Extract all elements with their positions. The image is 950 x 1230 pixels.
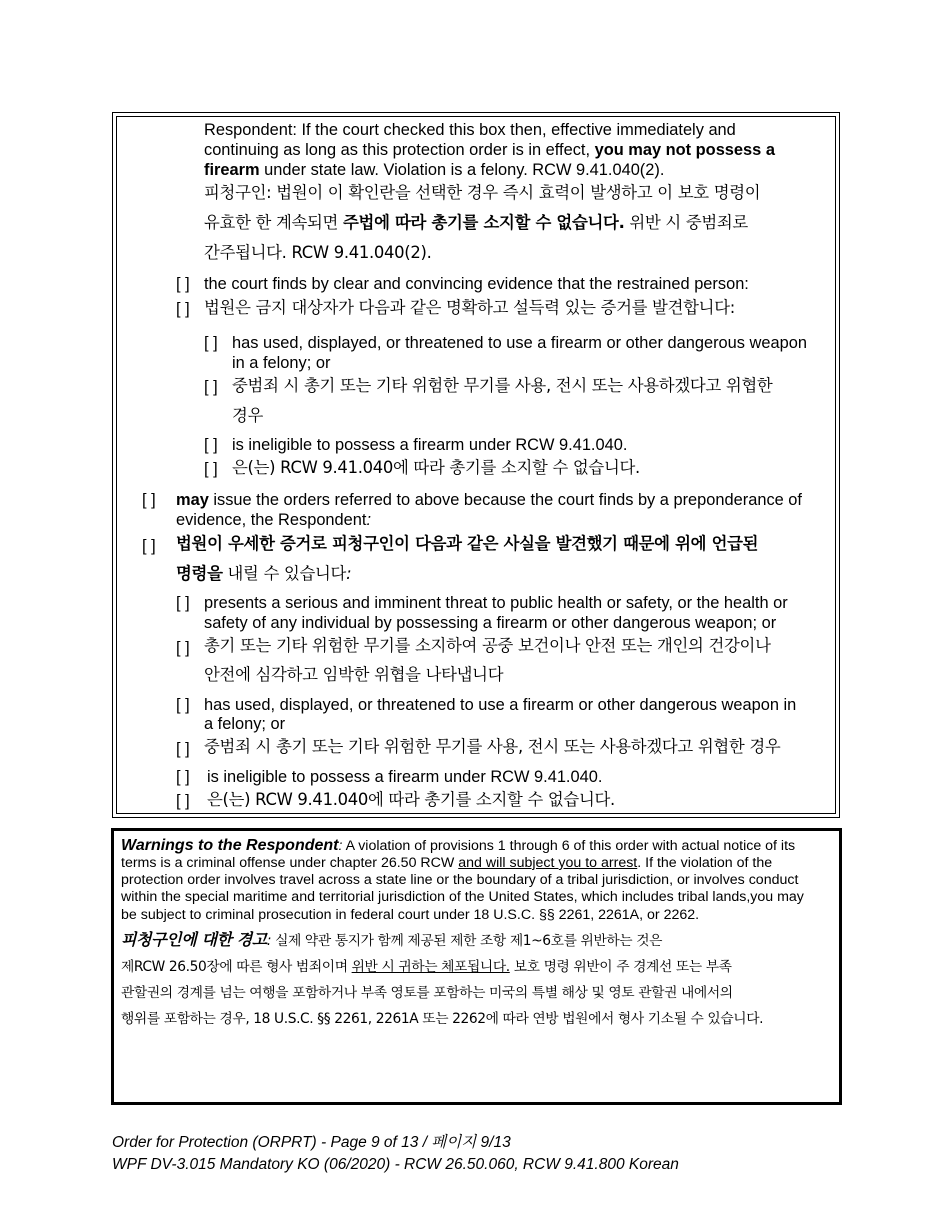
checkbox-used-weapon-en[interactable]: [ ] [204,334,218,352]
checkbox-ineligible-b-en[interactable]: [ ] [176,768,190,786]
checkbox-used-weapon-ko[interactable]: [ ] [204,378,218,396]
serious-threat-ko-line1: 총기 또는 기타 위험한 무기를 소지하여 공중 보건이나 안전 또는 개인의 건강이나 [204,636,771,655]
warnings-ko-line1: 피청구인에 대한 경고: 실제 약관 통지가 함께 제공된 제한 조항 제1~6호를 위반하는 것은 [121,930,663,949]
may-issue-ko-line1: 법원이 우세한 증거로 피청구인이 다음과 같은 사실을 발견했기 때문에 위에 언급된 [176,534,759,553]
used-weapon-en-line1: has used, displayed, or threatened to use a firearm or other dangerous weapon [232,334,807,352]
ineligible-b-ko: 은(는) RCW 9.41.040에 따라 총기를 소지할 수 없습니다. [207,790,615,809]
checkbox-may-issue-ko[interactable]: [ ] [142,537,156,555]
warnings-en-line1: Warnings to the Respondent: A violation of provisions 1 through 6 of this order with actual notice of its [121,837,796,854]
checkbox-serious-threat-en[interactable]: [ ] [176,594,190,612]
serious-threat-en-line2: safety of any individual by possessing a firearm or other dangerous weapon; or [204,614,777,632]
checkbox-ineligible-en[interactable]: [ ] [204,436,218,454]
checkbox-ineligible-ko[interactable]: [ ] [204,460,218,478]
court-finds-en: the court finds by clear and convincing evidence that the restrained person: [204,275,749,293]
serious-threat-ko-line2: 안전에 심각하고 임박한 위협을 나타냅니다 [204,665,504,684]
warnings-en-line3: protection order involves travel across a state line or the boundary of a tribal jurisdiction, or involves conduct [121,872,799,888]
used-weapon-ko-line1: 중범죄 시 총기 또는 기타 위험한 무기를 사용, 전시 또는 사용하겠다고 위협한 [232,376,773,395]
respondent-notice-ko-line1: 피청구인: 법원이 이 확인란을 선택한 경우 즉시 효력이 발생하고 이 보호 명령이 [204,183,761,202]
warnings-title-en: Warnings to the Respondent [121,837,339,854]
checkbox-may-issue-en[interactable]: [ ] [142,491,156,509]
respondent-notice-en-line1: Respondent: If the court checked this box then, effective immediately and [204,121,736,139]
warnings-ko-line2: 제RCW 26.50장에 따른 형사 범죄이며 위반 시 귀하는 체포됩니다. 보호 명령 위반이 주 경계선 또는 부족 [121,959,732,975]
checkbox-court-finds-ko[interactable]: [ ] [176,300,190,318]
ineligible-b-en: is ineligible to possess a firearm under RCW 9.41.040. [207,768,603,786]
may-issue-en-line1: may issue the orders referred to above because the court finds by a preponderance of [176,491,802,509]
may-issue-ko-line2: 명령을 내릴 수 있습니다: [176,564,352,583]
warnings-ko-line3: 관할권의 경계를 넘는 여행을 포함하거나 부족 영토를 포함하는 미국의 특별 해상 및 영토 관할권 내에서의 [121,985,733,1001]
respondent-notice-en-line2: continuing as long as this protection order is in effect, you may not possess a [204,141,775,159]
warnings-en-line5: be subject to criminal prosecution in federal court under 18 U.S.C. §§ 2261, 2261A, or 2262. [121,907,700,923]
court-finds-ko: 법원은 금지 대상자가 다음과 같은 명확하고 설득력 있는 증거를 발견합니다: [204,298,735,317]
checkbox-used-weapon-b-en[interactable]: [ ] [176,696,190,714]
used-weapon-b-en-line1: has used, displayed, or threatened to use a firearm or other dangerous weapon in [204,696,797,714]
warnings-en-line4: within the special maritime and territorial jurisdiction of the United States, which includes tribal lands,you may [121,889,804,905]
serious-threat-en-line1: presents a serious and imminent threat to public health or safety, or the health or [204,594,788,612]
respondent-notice-en-line3: firearm under state law. Violation is a felony. RCW 9.41.040(2). [204,161,665,179]
ineligible-en: is ineligible to possess a firearm under RCW 9.41.040. [232,436,628,454]
used-weapon-b-ko: 중범죄 시 총기 또는 기타 위험한 무기를 사용, 전시 또는 사용하겠다고 위협한 경우 [204,737,781,756]
used-weapon-en-line2: in a felony; or [232,354,331,372]
footer-page-info: Order for Protection (ORPRT) - Page 9 of 13 / 페이지 9/13 [112,1134,511,1151]
checkbox-used-weapon-b-ko[interactable]: [ ] [176,740,190,758]
ineligible-ko: 은(는) RCW 9.41.040에 따라 총기를 소지할 수 없습니다. [232,458,640,477]
warnings-en-line2: terms is a criminal offense under chapter 26.50 RCW and will subject you to arrest. If the violation of the [121,855,773,871]
respondent-notice-ko-line2: 유효한 한 계속되면 주법에 따라 총기를 소지할 수 없습니다. 위반 시 중범죄로 [204,213,748,232]
warnings-title-ko: 피청구인에 대한 경고 [121,930,267,949]
used-weapon-b-en-line2: a felony; or [204,715,286,733]
respondent-notice-ko-line3: 간주됩니다. RCW 9.41.040(2). [204,243,432,262]
footer-form-id: WPF DV-3.015 Mandatory KO (06/2020) - RCW 26.50.060, RCW 9.41.800 Korean [112,1156,679,1173]
checkbox-court-finds-en[interactable]: [ ] [176,275,190,293]
used-weapon-ko-line2: 경우 [232,406,264,425]
warnings-ko-line4: 행위를 포함하는 경우, 18 U.S.C. §§ 2261, 2261A 또는 2262에 따라 연방 법원에서 형사 기소될 수 있습니다. [121,1011,764,1027]
checkbox-serious-threat-ko[interactable]: [ ] [176,639,190,657]
checkbox-ineligible-b-ko[interactable]: [ ] [176,792,190,810]
may-issue-en-line2: evidence, the Respondent: [176,511,372,529]
